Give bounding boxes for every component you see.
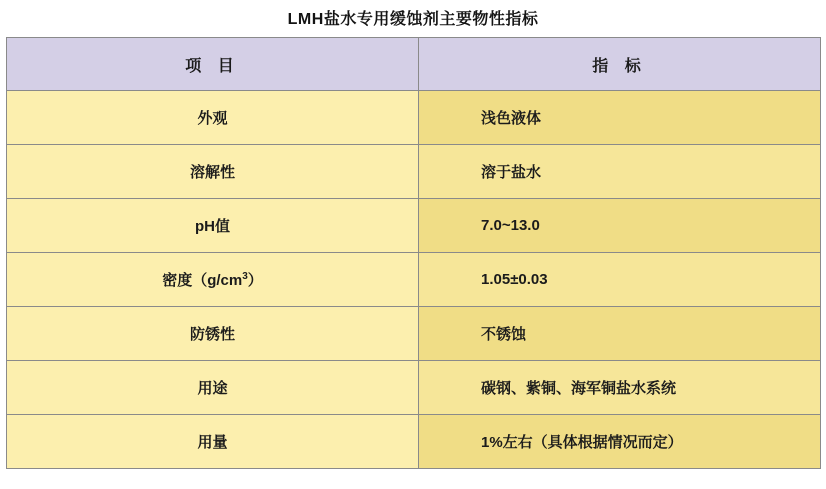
cell-value: 1.05±0.03 bbox=[419, 253, 821, 307]
density-label-suffix: ） bbox=[247, 272, 263, 289]
table-header-row bbox=[7, 38, 821, 91]
table-row bbox=[7, 91, 821, 145]
cell-item: 用量 bbox=[7, 415, 419, 469]
cell-value: 碳钢、紫铜、海军铜盐水系统 bbox=[419, 361, 821, 415]
table-container bbox=[0, 37, 826, 469]
table-row bbox=[7, 415, 821, 469]
cell-value: 1%左右（具体根据情况而定） bbox=[419, 415, 821, 469]
cell-value: 溶于盐水 bbox=[419, 145, 821, 199]
page-title: LMH盐水专用缓蚀剂主要物性指标 bbox=[287, 11, 539, 28]
cell-item: 用途 bbox=[7, 361, 419, 415]
specification-table bbox=[6, 37, 821, 469]
cell-value: 7.0~13.0 bbox=[419, 199, 821, 253]
table-row bbox=[7, 307, 821, 361]
cell-item: 溶解性 bbox=[7, 145, 419, 199]
cell-value: 不锈蚀 bbox=[419, 307, 821, 361]
cell-value: 浅色液体 bbox=[419, 91, 821, 145]
column-header-spec: 指 标 bbox=[419, 38, 821, 91]
table-row bbox=[7, 145, 821, 199]
table-row bbox=[7, 361, 821, 415]
density-label-prefix: 密度（g/cm bbox=[162, 272, 243, 289]
column-header-item: 项 目 bbox=[7, 38, 419, 91]
table-row bbox=[7, 199, 821, 253]
density-exponent: 3 bbox=[242, 271, 248, 282]
cell-item-density bbox=[7, 253, 419, 307]
cell-item: 防锈性 bbox=[7, 307, 419, 361]
cell-item: 外观 bbox=[7, 91, 419, 145]
table-body bbox=[7, 91, 821, 469]
table-header bbox=[7, 38, 821, 91]
table-row bbox=[7, 253, 821, 307]
cell-item: pH值 bbox=[7, 199, 419, 253]
